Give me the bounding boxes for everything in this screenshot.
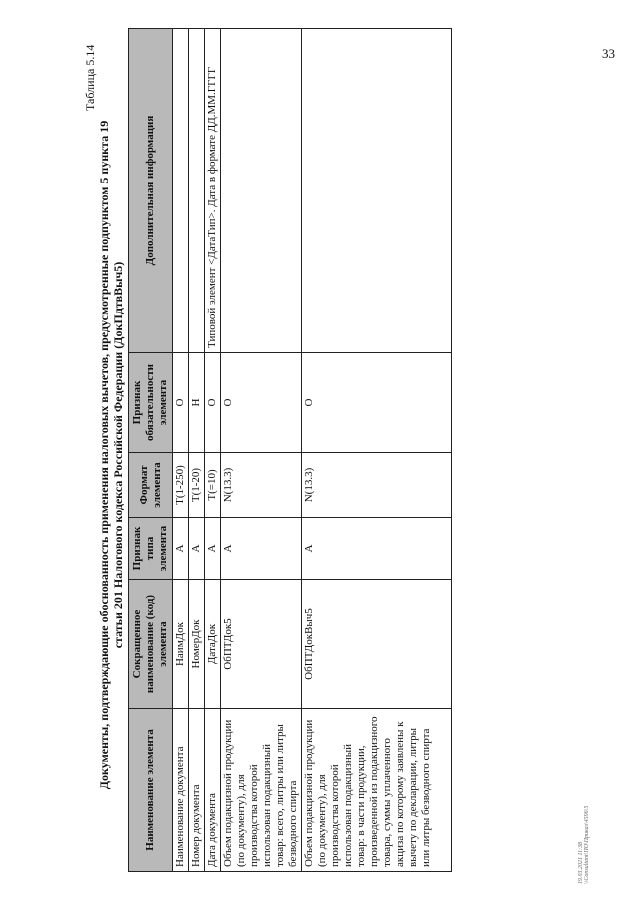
header-format: Формат элемента <box>129 453 173 518</box>
cell-element-name: Номер документа <box>189 709 205 872</box>
cell-code: НаимДок <box>173 580 189 709</box>
print-stamp <box>578 806 590 884</box>
header-type-sign: Признак типа элемента <box>129 518 173 580</box>
cell-format: N(13.3) <box>302 453 452 518</box>
table-row <box>205 29 221 872</box>
cell-format: Т(1-250) <box>173 453 189 518</box>
cell-info <box>189 29 205 353</box>
cell-info <box>302 29 452 353</box>
header-short-code: Сокращенное наименование (код) элемента <box>129 580 173 709</box>
cell-type: А <box>221 518 302 580</box>
header-mandatory-sign: Признак обязательности элемента <box>129 353 173 453</box>
page-number: 33 <box>602 46 615 61</box>
cell-mandatory: О <box>205 353 221 453</box>
cell-code: ОбПТДокВыч5 <box>302 580 452 709</box>
cell-format: Т(=10) <box>205 453 221 518</box>
cell-element-name: Наименование документа <box>173 709 189 872</box>
title-line-2: статьи 201 Налогового кодекса Российской Федерации (ДокПдтвВыч5) <box>111 261 125 649</box>
document-title <box>97 30 125 880</box>
cell-type: А <box>189 518 205 580</box>
header-additional-info: Дополнительная информация <box>129 29 173 353</box>
title-line-1: Документы, подтверждающие обоснованность применения налоговых вычетов, предусмотренные подпунктом 5 пункта 19 <box>97 120 111 790</box>
stamp-date: 19.03.2021 11:38 <box>578 841 584 884</box>
cell-format: N(13.3) <box>221 453 302 518</box>
cell-code: ОбПТДок5 <box>221 580 302 709</box>
cell-mandatory: Н <box>189 353 205 453</box>
cell-mandatory: О <box>173 353 189 453</box>
cell-mandatory: О <box>221 353 302 453</box>
header-row <box>129 29 173 872</box>
cell-mandatory: О <box>302 353 452 453</box>
stamp-path: \\Consultant\ПО\Приказ\4596\5 <box>584 805 590 884</box>
cell-type: А <box>302 518 452 580</box>
table-row <box>189 29 205 872</box>
cell-code: НомерДок <box>189 580 205 709</box>
cell-element-name: Объем подакцизной продукции (по документу), для производства которой использован подакцизный товар: в части продукции, произведенной из подакцизного товара, суммы уплаченного акциза по которому заявлены к вычету по декларации, литры или литры безводного спирта <box>302 709 452 872</box>
data-table <box>128 28 452 872</box>
header-element-name: Наименование элемента <box>129 709 173 872</box>
cell-code: ДатаДок <box>205 580 221 709</box>
cell-info <box>221 29 302 353</box>
table-row <box>302 29 452 872</box>
cell-info: Типовой элемент <ДатаТип>. Дата в формате ДД.ММ.ГГГГ <box>205 29 221 353</box>
cell-format: Т(1-20) <box>189 453 205 518</box>
table-row <box>221 29 302 872</box>
cell-type: А <box>173 518 189 580</box>
cell-type: А <box>205 518 221 580</box>
cell-info <box>173 29 189 353</box>
table-label: Таблица 5.14 <box>83 44 97 111</box>
cell-element-name: Дата документа <box>205 709 221 872</box>
table-row <box>173 29 189 872</box>
cell-element-name: Объем подакцизной продукции (по документу), для производства которой использован подакцизный товар: всего, литры или литры безводного спирта <box>221 709 302 872</box>
